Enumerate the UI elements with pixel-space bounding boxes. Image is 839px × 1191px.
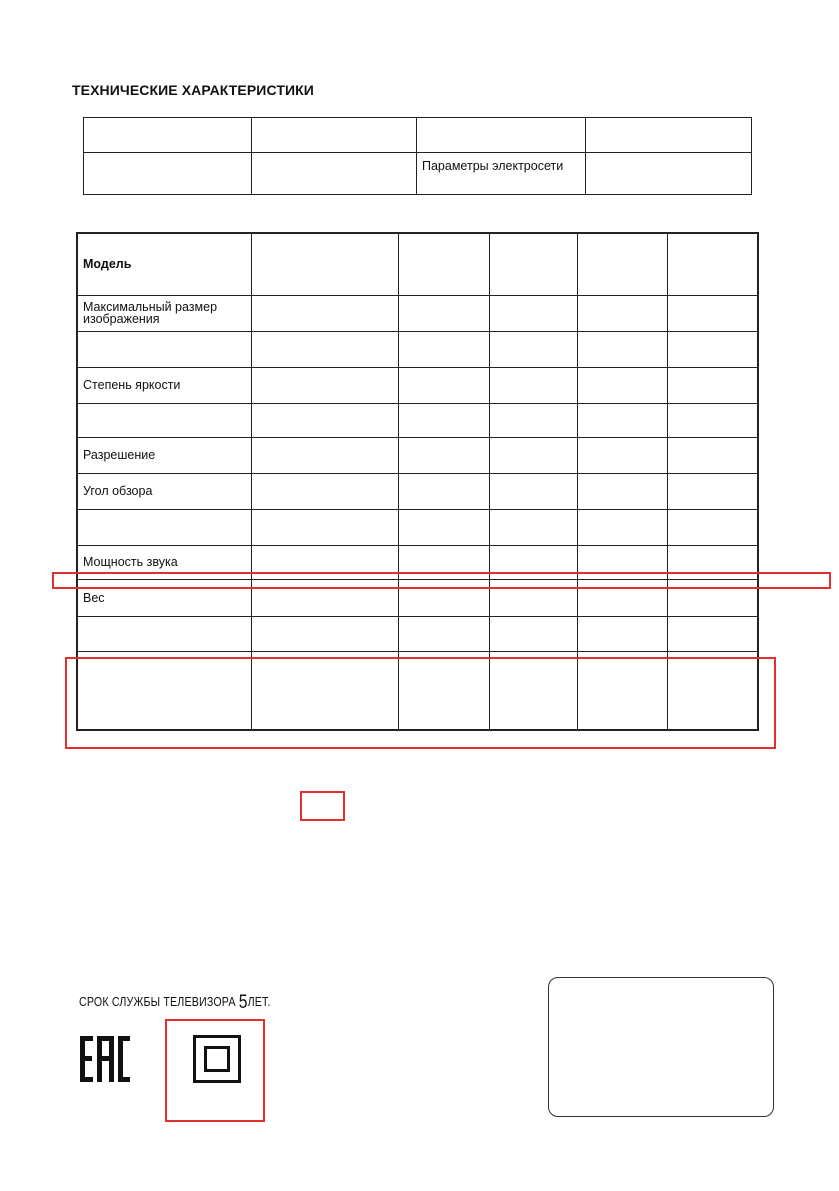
table-row <box>84 118 752 153</box>
spec-value <box>577 403 667 437</box>
spec-value <box>667 367 758 403</box>
spec-value <box>667 616 758 651</box>
table-row <box>77 473 758 509</box>
table-row <box>77 367 758 403</box>
spec-value <box>251 331 398 367</box>
spec-label <box>77 403 251 437</box>
table-cell <box>586 153 752 195</box>
spec-value <box>398 367 489 403</box>
spec-value <box>251 509 398 545</box>
spec-value <box>577 295 667 331</box>
double-insulation-icon <box>193 1035 241 1083</box>
spec-value <box>667 509 758 545</box>
spec-label: Мощность звука <box>77 545 251 579</box>
spec-value <box>251 295 398 331</box>
spec-value <box>577 509 667 545</box>
spec-label: Вес <box>77 579 251 616</box>
spec-value <box>489 403 577 437</box>
spec-value <box>667 473 758 509</box>
spec-value <box>489 331 577 367</box>
spec-value <box>489 367 577 403</box>
spec-value <box>489 616 577 651</box>
spec-value <box>398 331 489 367</box>
power-table <box>83 117 752 195</box>
table-row <box>77 295 758 331</box>
spec-value <box>398 616 489 651</box>
spec-value <box>251 367 398 403</box>
spec-value <box>667 403 758 437</box>
spec-value <box>398 437 489 473</box>
service-life-years: 5 <box>238 992 248 1013</box>
table-cell <box>586 118 752 153</box>
table-row <box>77 616 758 651</box>
spec-value <box>577 331 667 367</box>
spec-value <box>251 616 398 651</box>
page-title: ТЕХНИЧЕСКИЕ ХАРАКТЕРИСТИКИ <box>72 82 314 98</box>
spec-value <box>489 509 577 545</box>
spec-value <box>667 437 758 473</box>
eac-mark-icon <box>80 1036 130 1082</box>
spec-value <box>489 437 577 473</box>
spec-value <box>577 367 667 403</box>
spec-label: Степень яркости <box>77 367 251 403</box>
spec-value <box>577 473 667 509</box>
power-params-cell: Параметры электросети <box>417 153 586 195</box>
table-row <box>77 509 758 545</box>
spec-value <box>577 437 667 473</box>
spec-value <box>489 295 577 331</box>
table-row <box>77 437 758 473</box>
table-cell <box>84 153 252 195</box>
table-cell <box>252 153 417 195</box>
table-row <box>84 153 752 195</box>
spec-label <box>77 616 251 651</box>
stamp-box <box>548 977 774 1117</box>
spec-label: Разрешение <box>77 437 251 473</box>
table-cell <box>252 118 417 153</box>
spec-label: Максимальный размер изображения <box>77 295 251 331</box>
table-row <box>77 331 758 367</box>
highlight-box <box>300 791 345 821</box>
spec-value <box>398 473 489 509</box>
spec-label <box>77 509 251 545</box>
spec-value <box>251 437 398 473</box>
service-life-text: СРОК СЛУЖБЫ ТЕЛЕВИЗОРА 5ЛЕТ. <box>79 992 271 1013</box>
spec-value <box>398 295 489 331</box>
spec-value <box>667 295 758 331</box>
spec-value <box>489 473 577 509</box>
table-cell <box>84 118 252 153</box>
spec-value <box>251 403 398 437</box>
spec-label: Угол обзора <box>77 473 251 509</box>
table-row <box>77 403 758 437</box>
spec-value <box>577 616 667 651</box>
highlight-box <box>65 657 776 749</box>
spec-label <box>77 331 251 367</box>
spec-value <box>398 509 489 545</box>
table-row <box>77 233 758 295</box>
spec-value <box>398 403 489 437</box>
spec-value <box>251 473 398 509</box>
highlight-box <box>52 572 831 589</box>
spec-value <box>667 331 758 367</box>
table-cell <box>417 118 586 153</box>
model-label: Модель <box>77 233 251 295</box>
